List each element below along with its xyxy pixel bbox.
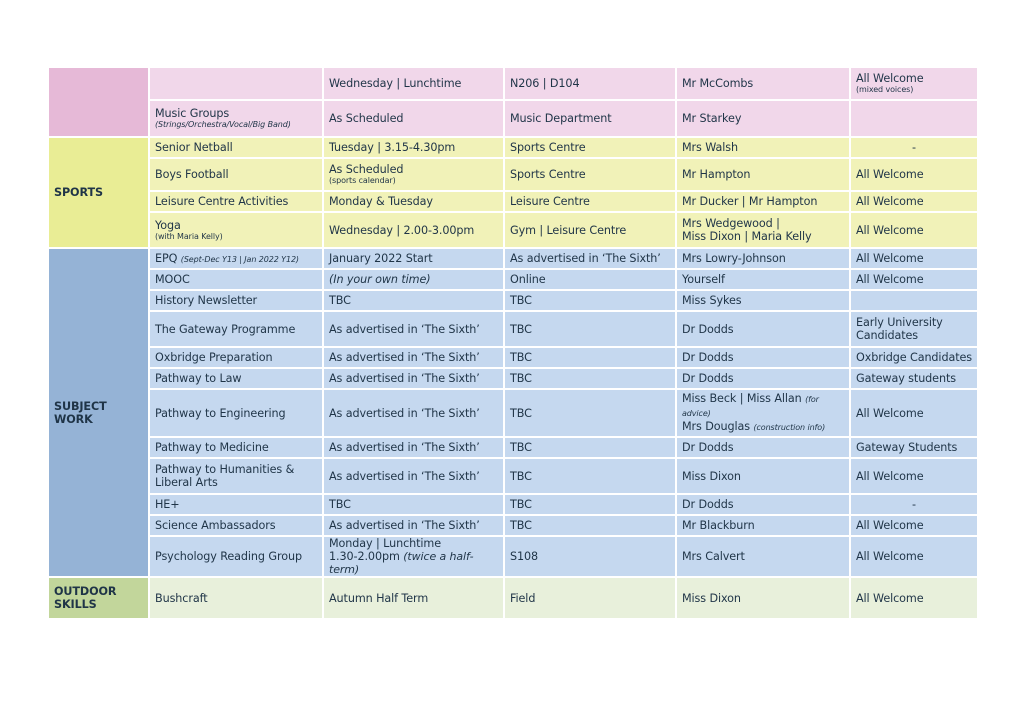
when-cell: Wednesday | Lunchtime xyxy=(323,67,504,100)
table-row xyxy=(48,311,978,347)
activity-cell xyxy=(149,67,323,100)
table-row xyxy=(48,100,978,137)
table-row xyxy=(48,368,978,389)
audience-cell: All Welcome xyxy=(850,158,978,191)
when-cell: As advertised in ‘The Sixth’ xyxy=(323,389,504,437)
activity-note: (Sept-Dec Y13 | Jan 2022 Y12) xyxy=(180,254,299,264)
when-cell: As advertised in ‘The Sixth’ xyxy=(323,437,504,458)
when-cell: As advertised in ‘The Sixth’ xyxy=(323,347,504,368)
where-cell: TBC xyxy=(504,311,676,347)
who-cell: Mr Starkey xyxy=(676,100,850,137)
activity-cell: Pathway to Engineering xyxy=(149,389,323,437)
who-line-1: Mrs Wedgewood | xyxy=(682,217,780,230)
category-cell-outdoor-skills xyxy=(48,577,149,619)
who-cell xyxy=(676,389,850,437)
who-cell: Mr Blackburn xyxy=(676,515,850,536)
who-line-2: Miss Dixon | Maria Kelly xyxy=(682,230,812,243)
who-note-2: (construction info) xyxy=(753,423,826,432)
where-cell: Leisure Centre xyxy=(504,191,676,212)
activity-cell: Science Ambassadors xyxy=(149,515,323,536)
when-cell: (In your own time) xyxy=(323,269,504,290)
who-cell: Dr Dodds xyxy=(676,437,850,458)
audience-cell: All Welcome xyxy=(850,577,978,619)
activity-name: EPQ xyxy=(155,251,178,265)
activity-cell: History Newsletter xyxy=(149,290,323,311)
who-cell: Dr Dodds xyxy=(676,311,850,347)
category-line-2: SKILLS xyxy=(54,598,97,611)
activity-cell: Psychology Reading Group xyxy=(149,536,323,577)
when-cell: Wednesday | 2.00-3.00pm xyxy=(323,212,504,248)
when-cell: Monday & Tuesday xyxy=(323,191,504,212)
who-cell: Mrs Calvert xyxy=(676,536,850,577)
who-cell: Dr Dodds xyxy=(676,347,850,368)
activity-cell: Leisure Centre Activities xyxy=(149,191,323,212)
who-cell: Mrs Lowry-Johnson xyxy=(676,248,850,269)
activity-cell: Oxbridge Preparation xyxy=(149,347,323,368)
when-note: (twice a half-term) xyxy=(329,550,474,576)
when-cell: January 2022 Start xyxy=(323,248,504,269)
who-cell: Yourself xyxy=(676,269,850,290)
category-line-1: SUBJECT xyxy=(54,399,107,413)
activity-cell: Pathway to Humanities & Liberal Arts xyxy=(149,458,323,494)
when-cell xyxy=(323,158,504,191)
who-cell: Miss Sykes xyxy=(676,290,850,311)
where-cell: Sports Centre xyxy=(504,137,676,158)
audience-cell: All Welcome xyxy=(850,212,978,248)
when-line-2: 1.30-2.00pm xyxy=(329,550,400,563)
activity-name: Yoga xyxy=(155,218,181,232)
table-row xyxy=(48,389,978,437)
table-row xyxy=(48,515,978,536)
audience-cell: All Welcome xyxy=(850,515,978,536)
activity-cell: Senior Netball xyxy=(149,137,323,158)
activity-cell xyxy=(149,248,323,269)
where-cell: S108 xyxy=(504,536,676,577)
who-line-1: Miss Beck | Miss Allan xyxy=(682,392,802,405)
who-line-2: Mrs Douglas xyxy=(682,420,750,433)
where-cell: TBC xyxy=(504,437,676,458)
category-cell-subject-work xyxy=(48,248,149,577)
when-note: (sports calendar) xyxy=(329,176,396,185)
audience-cell: Oxbridge Candidates xyxy=(850,347,978,368)
when-cell: As Scheduled xyxy=(323,100,504,137)
audience-cell: - xyxy=(850,494,978,515)
when-cell: TBC xyxy=(323,494,504,515)
when-cell: As advertised in ‘The Sixth’ xyxy=(323,458,504,494)
table-row xyxy=(48,458,978,494)
where-cell: Sports Centre xyxy=(504,158,676,191)
when-text: As Scheduled xyxy=(329,163,404,176)
activity-cell: The Gateway Programme xyxy=(149,311,323,347)
who-cell: Dr Dodds xyxy=(676,368,850,389)
table-row xyxy=(48,67,978,100)
where-cell: Music Department xyxy=(504,100,676,137)
table-row xyxy=(48,290,978,311)
who-cell: Mr Ducker | Mr Hampton xyxy=(676,191,850,212)
table-row xyxy=(48,269,978,290)
activity-cell xyxy=(149,100,323,137)
activity-name: Music Groups xyxy=(155,107,230,120)
activity-note: (Strings/Orchestra/Vocal/Big Band) xyxy=(155,120,291,129)
audience-cell xyxy=(850,100,978,137)
audience-text: All Welcome xyxy=(856,72,924,85)
where-cell: TBC xyxy=(504,494,676,515)
where-cell: Field xyxy=(504,577,676,619)
table-row xyxy=(48,158,978,191)
when-cell xyxy=(323,536,504,577)
enrichment-schedule-table xyxy=(47,66,979,620)
where-cell: Online xyxy=(504,269,676,290)
where-cell: N206 | D104 xyxy=(504,67,676,100)
audience-cell: All Welcome xyxy=(850,248,978,269)
audience-note: (mixed voices) xyxy=(856,85,914,94)
category-cell-sports: SPORTS xyxy=(48,137,149,248)
category-cell-music xyxy=(48,67,149,137)
where-cell: TBC xyxy=(504,389,676,437)
table-row xyxy=(48,212,978,248)
category-line-2: WORK xyxy=(54,412,93,426)
when-cell: As advertised in ‘The Sixth’ xyxy=(323,368,504,389)
when-cell: Tuesday | 3.15-4.30pm xyxy=(323,137,504,158)
when-cell: As advertised in ‘The Sixth’ xyxy=(323,311,504,347)
table-row xyxy=(48,137,978,158)
audience-cell: All Welcome xyxy=(850,191,978,212)
activity-cell: Pathway to Medicine xyxy=(149,437,323,458)
activity-cell xyxy=(149,212,323,248)
where-cell: TBC xyxy=(504,515,676,536)
audience-cell: All Welcome xyxy=(850,389,978,437)
audience-cell: All Welcome xyxy=(850,458,978,494)
audience-cell: All Welcome xyxy=(850,269,978,290)
where-cell: TBC xyxy=(504,368,676,389)
who-note-1: (for advice) xyxy=(682,395,819,418)
who-cell: Mr Hampton xyxy=(676,158,850,191)
who-cell: Miss Dixon xyxy=(676,577,850,619)
who-cell: Miss Dixon xyxy=(676,458,850,494)
when-cell: As advertised in ‘The Sixth’ xyxy=(323,515,504,536)
who-cell: Dr Dodds xyxy=(676,494,850,515)
when-cell: TBC xyxy=(323,290,504,311)
table-row xyxy=(48,347,978,368)
table-row xyxy=(48,536,978,577)
table-row xyxy=(48,191,978,212)
audience-cell: - xyxy=(850,137,978,158)
where-cell: Gym | Leisure Centre xyxy=(504,212,676,248)
who-cell: Mr McCombs xyxy=(676,67,850,100)
activity-note: (with Maria Kelly) xyxy=(155,231,223,241)
who-cell xyxy=(676,212,850,248)
where-cell: TBC xyxy=(504,290,676,311)
activity-cell: Bushcraft xyxy=(149,577,323,619)
when-cell: Autumn Half Term xyxy=(323,577,504,619)
category-line-1: OUTDOOR xyxy=(54,585,117,598)
audience-cell: Gateway students xyxy=(850,368,978,389)
activity-cell: Pathway to Law xyxy=(149,368,323,389)
audience-cell: All Welcome xyxy=(850,536,978,577)
audience-cell xyxy=(850,290,978,311)
where-cell: TBC xyxy=(504,347,676,368)
audience-cell xyxy=(850,67,978,100)
where-cell: As advertised in ‘The Sixth’ xyxy=(504,248,676,269)
where-cell: TBC xyxy=(504,458,676,494)
who-cell: Mrs Walsh xyxy=(676,137,850,158)
table-row xyxy=(48,494,978,515)
table-row xyxy=(48,577,978,619)
audience-cell: Early University Candidates xyxy=(850,311,978,347)
table-row xyxy=(48,437,978,458)
activity-cell: MOOC xyxy=(149,269,323,290)
when-line-1: Monday | Lunchtime xyxy=(329,537,441,550)
audience-cell: Gateway Students xyxy=(850,437,978,458)
table-row xyxy=(48,248,978,269)
activity-cell: Boys Football xyxy=(149,158,323,191)
activity-cell: HE+ xyxy=(149,494,323,515)
